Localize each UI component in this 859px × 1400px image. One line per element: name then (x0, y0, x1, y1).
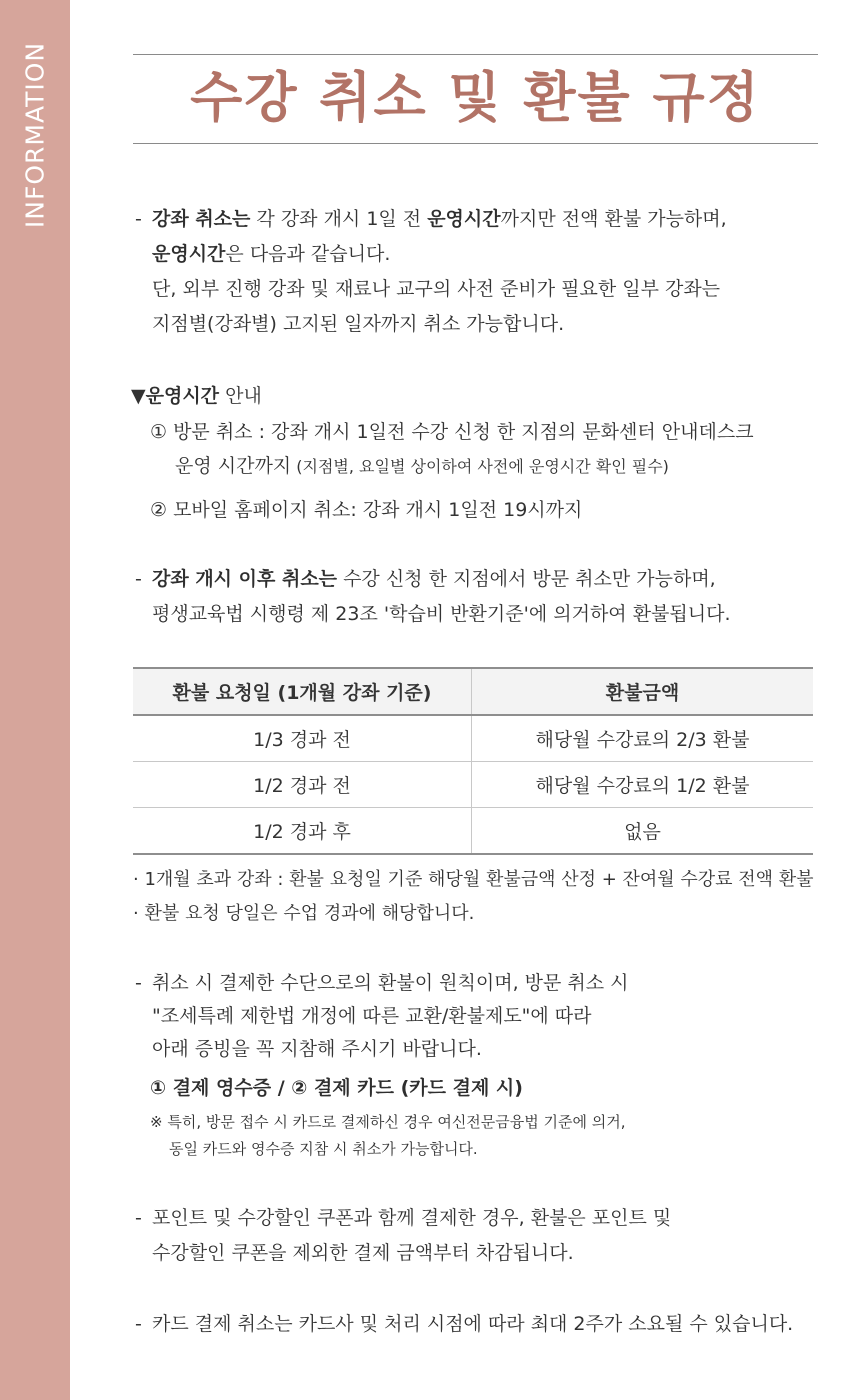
card-cancel-section (135, 1307, 793, 1342)
bold-text: 강좌 개시 이후 취소는 (152, 568, 338, 590)
hours-item-1-line-2 (175, 450, 669, 483)
remark-line-2: 동일 카드와 영수증 지참 시 취소가 가능합니다. (169, 1140, 478, 1158)
table-cell: 1/3 경과 전 (133, 715, 472, 762)
point-coupon-section (135, 1201, 671, 1271)
hours-item-1: ① 방문 취소 : 강좌 개시 1일전 수강 신청 한 지점의 문화센터 안내데스크 (150, 421, 754, 443)
bullet-dash: - (135, 208, 142, 230)
table-cell: 1/2 경과 후 (133, 808, 472, 855)
table-row (133, 715, 813, 762)
bold-text: 운영시간 (145, 385, 220, 407)
bold-text: 운영시간 (427, 208, 501, 230)
table-note: · 1개월 초과 강좌 : 환불 요청일 기준 해당월 환불금액 산정 + 잔여월 수강료 전액 환불 (133, 869, 814, 890)
cancel-policy-line-2 (135, 237, 727, 272)
bold-text: 강좌 취소는 (152, 208, 251, 230)
sidebar (0, 0, 70, 1400)
card-cancel-line: 카드 결제 취소는 카드사 및 처리 시점에 따라 최대 2주가 소요될 수 있습니다. (152, 1313, 794, 1335)
small-text: (지점별, 요일별 상이하여 사전에 운영시간 확인 필수) (291, 457, 669, 476)
refund-method-line-3: 아래 증빙을 꼭 지참해 주시기 바랍니다. (152, 1038, 482, 1060)
page-title: 수강 취소 및 환불 규정 (190, 66, 761, 129)
table-note: · 환불 요청 당일은 수업 경과에 해당합니다. (133, 903, 475, 924)
cancel-policy-line-1 (135, 202, 727, 237)
refund-method-section (135, 967, 629, 1066)
evidence-text: ① 결제 영수증 / ② 결제 카드 (카드 결제 시) (150, 1077, 523, 1099)
triangle-down-icon: ▼ (131, 385, 146, 407)
text: 운영 시간까지 (175, 455, 292, 477)
refund-method-line-1: 취소 시 결제한 수단으로의 환불이 원칙이며, 방문 취소 시 (152, 972, 629, 994)
refund-table (133, 667, 813, 855)
table-cell: 해당월 수강료의 1/2 환불 (472, 762, 814, 808)
remark-line-1: ※ 특히, 방문 접수 시 카드로 결제하신 경우 여신전문금융법 기준에 의거, (150, 1113, 626, 1131)
table-row (133, 762, 813, 808)
text: 각 강좌 개시 1일 전 (250, 208, 428, 230)
bullet-dash: - (135, 1313, 142, 1335)
table-cell: 해당월 수강료의 2/3 환불 (472, 715, 814, 762)
table-cell: 없음 (472, 808, 814, 855)
table-notes (133, 863, 814, 931)
table-row (133, 808, 813, 855)
refund-method-line-2: "조세특례 제한법 개정에 따른 교환/환불제도"에 따라 (152, 1005, 592, 1027)
text: 까지만 전액 환불 가능하며, (500, 208, 727, 230)
remark (150, 1109, 626, 1163)
evidence-list (150, 1073, 523, 1103)
table-header-row (133, 668, 813, 715)
table-header-cell: 환불금액 (472, 668, 814, 715)
bullet-dash: - (135, 568, 142, 590)
point-coupon-line-1: 포인트 및 수강할인 쿠폰과 함께 결제한 경우, 환불은 포인트 및 (152, 1207, 672, 1229)
table-cell: 1/2 경과 전 (133, 762, 472, 808)
text: 은 다음과 같습니다. (225, 243, 391, 265)
after-start-line-1 (135, 562, 731, 597)
table-header-cell: 환불 요청일 (1개월 강좌 기준) (133, 668, 472, 715)
sidebar-label: INFORMATION (20, 41, 50, 229)
bullet-dash: - (135, 972, 142, 994)
point-coupon-line-2: 수강할인 쿠폰을 제외한 결제 금액부터 차감됩니다. (152, 1242, 574, 1264)
title-block (133, 54, 818, 144)
after-start-cancel-section (135, 562, 731, 632)
bullet-dash: - (135, 1207, 142, 1229)
cancel-policy-line-4: 지점별(강좌별) 고지된 일자까지 취소 가능합니다. (152, 313, 565, 335)
cancel-policy-section (135, 202, 727, 342)
hours-item-2: ② 모바일 홈페이지 취소: 강좌 개시 1일전 19시까지 (150, 499, 583, 521)
text: 수강 신청 한 지점에서 방문 취소만 가능하며, (337, 568, 716, 590)
after-start-line-2: 평생교육법 시행령 제 23조 '학습비 반환기준'에 의거하여 환불됩니다. (152, 603, 731, 625)
operating-hours-heading (131, 380, 262, 412)
text: 안내 (219, 385, 262, 407)
bold-text: 운영시간 (152, 243, 226, 265)
cancel-policy-line-3: 단, 외부 진행 강좌 및 재료나 교구의 사전 준비가 필요한 일부 강좌는 (152, 278, 721, 300)
